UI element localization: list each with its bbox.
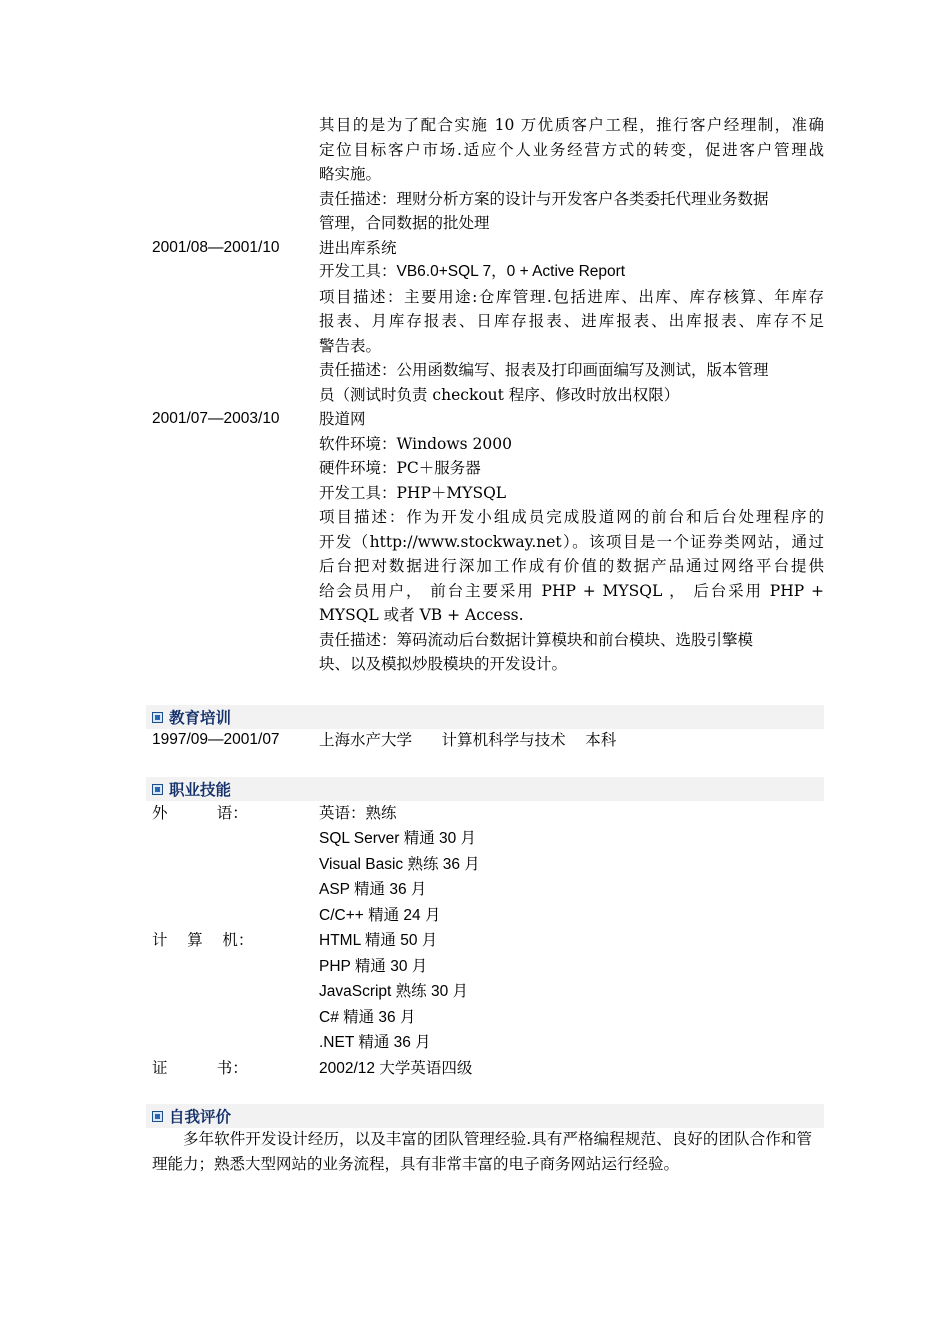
section-bullet-icon (152, 712, 163, 723)
project-line: 块、以及模拟炒股模块的开发设计。 (319, 655, 568, 673)
project-line: 股道网 (319, 410, 366, 428)
project-stockway (152, 407, 824, 677)
project-line: 员（测试时负责 checkout 程序、修改时放出权限） (319, 385, 680, 404)
project-line: 责任描述：公用函数编写、报表及打印画面编写及测试，版本管理 (319, 361, 769, 379)
section-header-self-eval (146, 1104, 824, 1128)
project-line: 项目描述：作为开发小组成员完成股道网的前台和后台处理程序的 (319, 508, 824, 526)
computer-skills (319, 826, 824, 1056)
skill-item: C# 精通 36 月 (319, 1008, 416, 1026)
project-line: MYSQL 或者 VB + Access. (319, 606, 524, 624)
project-line: 开发（http://www.stockway.net）。该项目是一个证券类网站，通过 (319, 532, 824, 551)
project-line: 略实施。 (319, 165, 382, 183)
project-line: 项目描述：主要用途:仓库管理.包括进库、出库、库存核算、年库存 (319, 287, 824, 306)
project-line: 管理，合同数据的批处理 (319, 214, 490, 232)
skill-item: SQL Server 精通 30 月 (319, 830, 477, 847)
skill-value: 英语：熟练 (319, 803, 397, 822)
section-title: 职业技能 (169, 781, 232, 799)
project-lines (319, 113, 824, 236)
project-continued (152, 113, 824, 236)
section-bullet-icon (152, 1111, 163, 1122)
skill-item: PHP 精通 30 月 (319, 957, 428, 975)
project-line: 警告表。 (319, 336, 382, 355)
project-lines (319, 407, 824, 677)
project-line: 进出库系统 (319, 238, 397, 257)
education-detail: 上海水产大学 计算机科学与技术 本科 (319, 731, 617, 749)
skill-item: JavaScript 熟练 30 月 (319, 983, 469, 1000)
project-line: 后台把对数据进行深加工作成有价值的数据产品通过网络平台提供 (319, 557, 824, 575)
education-date: 1997/09—2001/07 (152, 731, 280, 748)
skill-item: HTML 精通 50 月 (319, 932, 438, 949)
cert-value: 2002/12 大学英语四级 (319, 1059, 473, 1077)
project-date: 2001/08—2001/10 (152, 238, 280, 256)
project-line: 责任描述：筹码流动后台数据计算模块和前台模块、选股引擎模 (319, 630, 754, 649)
section-bullet-icon (152, 784, 163, 795)
skill-item: ASP 精通 36 月 (319, 881, 427, 898)
project-line: 软件环境：Windows 2000 (319, 434, 512, 453)
project-warehouse (152, 236, 824, 408)
section-header-skills (146, 777, 824, 801)
section-title: 自我评价 (169, 1108, 232, 1126)
project-line: 其目的是为了配合实施 10 万优质客户工程，推行客户经理制，准确 (319, 116, 824, 134)
self-eval-body (152, 1127, 812, 1176)
project-date: 2001/07—2003/10 (152, 410, 280, 427)
project-line: 开发工具：PHP＋MYSQL (319, 483, 507, 502)
project-line: 开发工具：VB6.0+SQL 7，0 + Active Report (319, 263, 626, 280)
skill-item: C/C++ 精通 24 月 (319, 906, 441, 924)
section-header-education (146, 705, 824, 729)
project-line: 定位目标客户市场.适应个人业务经营方式的转变，促进客户管理战 (319, 140, 824, 159)
skill-item: Visual Basic 熟练 36 月 (319, 855, 480, 873)
project-line: 报表、月库存报表、日库存报表、进库报表、出库报表、库存不足 (319, 312, 824, 330)
skills-list (152, 801, 824, 1082)
education-entry (152, 728, 824, 753)
skill-label-cert: 证 书： (152, 1058, 248, 1077)
skill-label-computer: 计 算 机： (152, 931, 254, 949)
project-line: 硬件环境：PC＋服务器 (319, 459, 481, 477)
project-line: 责任描述：理财分析方案的设计与开发客户各类委托代理业务数据 (319, 189, 769, 208)
project-line: 给会员用户， 前台主要采用 PHP + MYSQL ， 后台采用 PHP + (319, 581, 824, 600)
self-eval-text: 多年软件开发设计经历，以及丰富的团队管理经验.具有严格编程规范、良好的团队合作和管理能力；熟悉大型网站的业务流程，具有非常丰富的电子商务网站运行经验。 (152, 1130, 812, 1173)
project-lines (319, 236, 824, 408)
section-title: 教育培训 (169, 709, 232, 727)
skill-item: .NET 精通 36 月 (319, 1034, 431, 1051)
skill-label-foreign: 外 语： (152, 803, 248, 822)
